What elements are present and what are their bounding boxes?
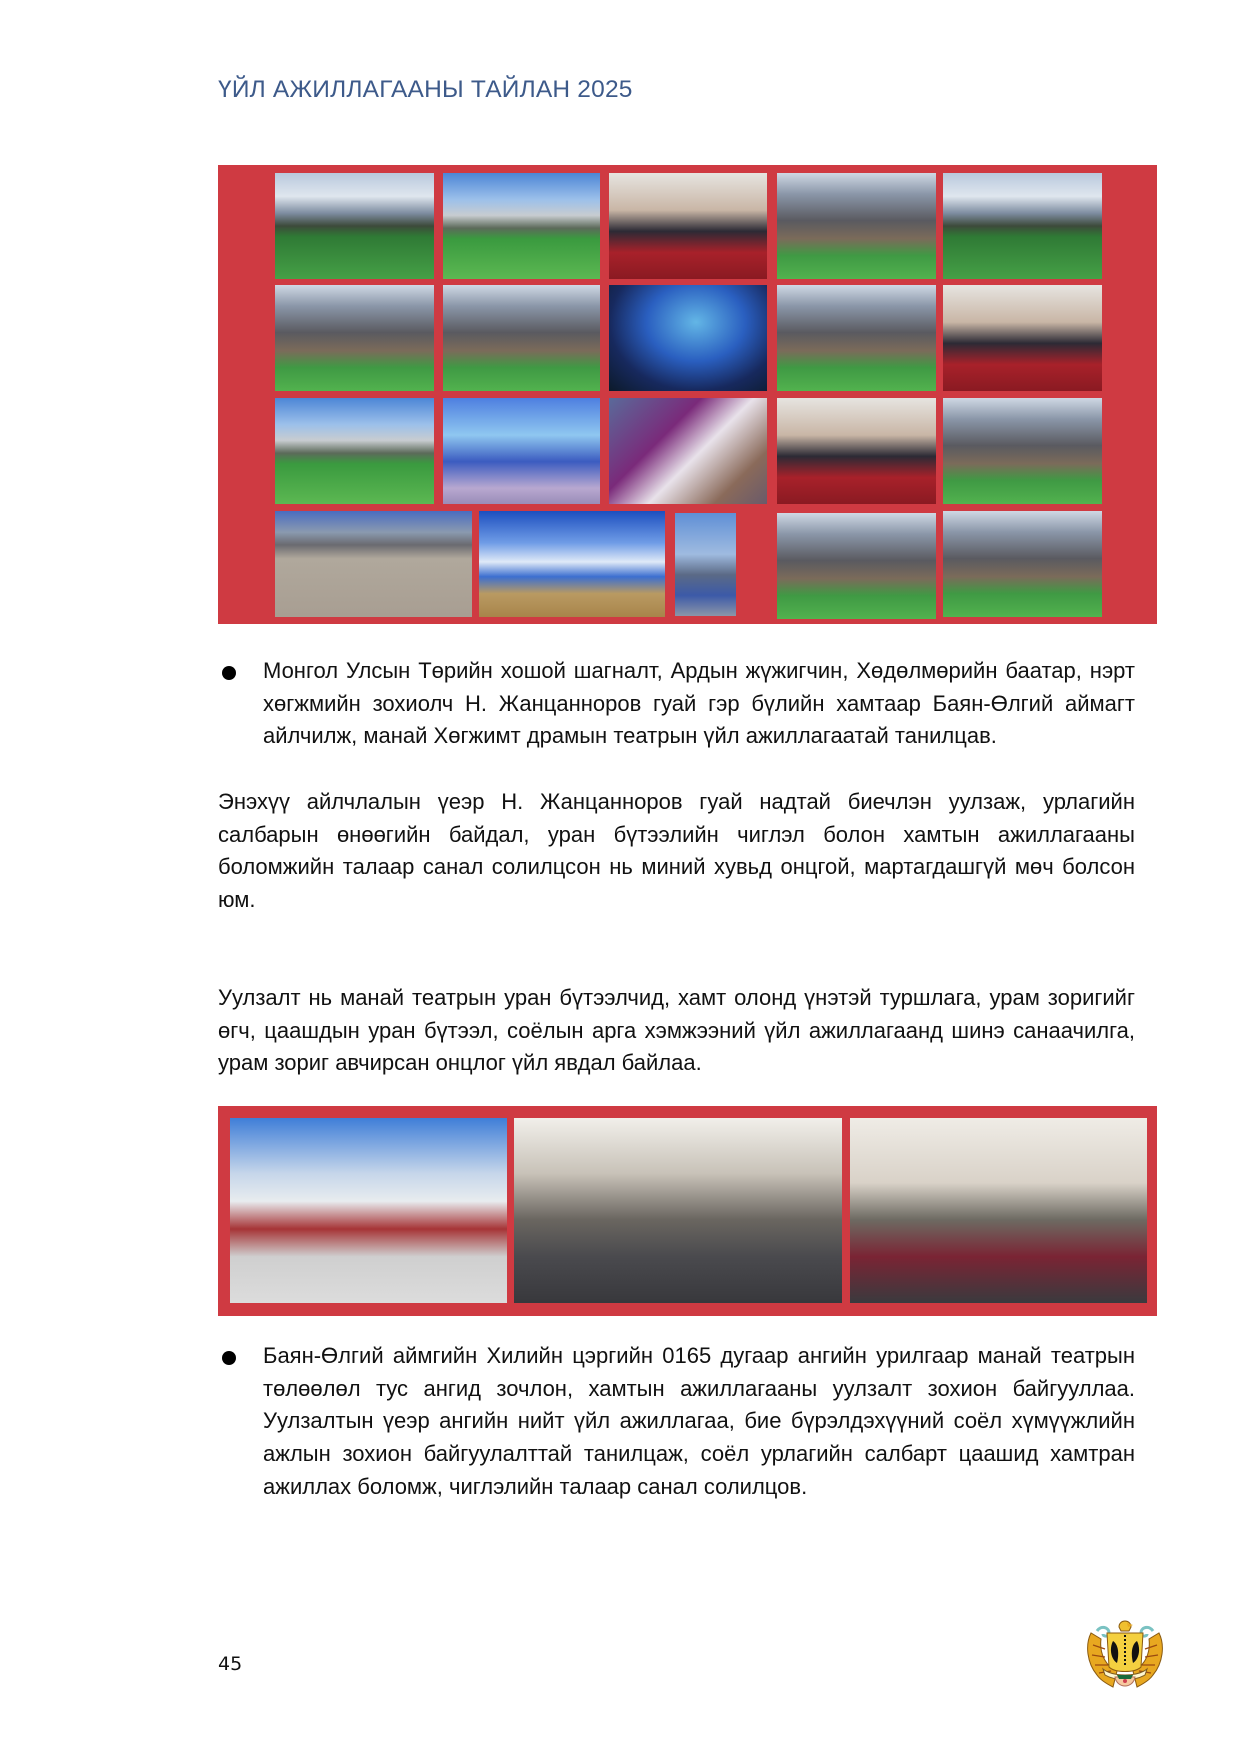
photo-officials-table: [609, 173, 767, 279]
photo-blue-sky-crowd: [479, 511, 665, 617]
photo-podium-performer: [275, 285, 434, 391]
photo-horse-riders: [275, 173, 434, 279]
theatre-eagle-emblem-icon: [1083, 1615, 1167, 1699]
bullet-icon: [222, 1351, 236, 1365]
photo-aerial-camp: [275, 511, 472, 617]
photo-night-stage: [609, 285, 767, 391]
paragraph: Уулзалт нь манай театрын уран бүтээлчид, хамт олонд үнэтэй туршлага, урам зоригийг өгч, цаашдын уран бүтээл, соёлын арга хэмжээний үйл ажиллагаанд шинэ санаачилга, урам зориг авчирсан онцлог үйл явдал байлаа.: [218, 985, 1135, 1076]
photo-white-dress: [777, 285, 936, 391]
photo-two-dancers: [943, 173, 1102, 279]
bullet-text: Баян-Өлгий аймгийн Хилийн цэргийн 0165 дугаар ангийн урилгаар манай театрын төлөөлөл тус ангид зочлон, хамтын ажиллагааны уулзалт зохион байгууллаа. Уулзалтын үеэр ангийн нийт үйл ажиллагаа, бие бүрэлдэхүүний соёл хүмүүжлийн ажлын зохион байгуулалттай танилцаж, соёл урлагийн салбарт цаашид хамтран ажиллах боломж, чиглэлийн талаар санал солилцов.: [263, 1343, 1135, 1499]
photo-performers-horse: [777, 173, 936, 279]
photo-men-red-table: [943, 285, 1102, 391]
page-number: 45: [218, 1653, 243, 1675]
photo-saluting-men: [943, 511, 1102, 617]
photo-parade: [275, 398, 434, 504]
photo-desk-discussion: [850, 1118, 1147, 1303]
photo-blue-stage-singers: [443, 398, 600, 504]
photo-performers-flag: [443, 285, 600, 391]
paragraph: Энэхүү айлчлалын үеэр Н. Жанцанноров гуай надтай биечлэн уулзаж, урлагийн салбарын өнөөгийн байдал, уран бүтээлийн чиглэл болон хамтын ажиллагааны боломжийн талаар санал солилцсон нь миний хувьд онцгой, мартагдашгүй мөч болсон юм.: [218, 789, 1135, 913]
photo-singer-blue-deel: [777, 513, 936, 619]
bullet-icon: [222, 666, 236, 680]
photo-collage-bottom: [218, 1106, 1157, 1316]
bullet-text: Монгол Улсын Төрийн хошой шагналт, Ардын жүжигчин, Хөдөлмөрийн баатар, нэрт хөгжмийн зохиолч Н. Жанцанноров гуай гэр бүлийн хамтаар Баян-Өлгий аймагт айлчилж, манай Хөгжимт драмын театрын үйл ажиллагаатай танилцав.: [263, 658, 1135, 749]
photo-seated-scene: [777, 398, 936, 504]
photo-stage-tower: [675, 513, 736, 616]
photo-presenters: [609, 398, 767, 504]
header-title: ҮЙЛ АЖИЛЛАГААНЫ ТАЙЛАН 2025: [218, 76, 633, 103]
photo-speaker-field: [943, 398, 1102, 504]
photo-theatre-building: [230, 1118, 507, 1303]
photo-collage-top: [218, 165, 1157, 624]
photo-dancers-field: [443, 173, 600, 279]
photo-office-meeting: [514, 1118, 842, 1303]
